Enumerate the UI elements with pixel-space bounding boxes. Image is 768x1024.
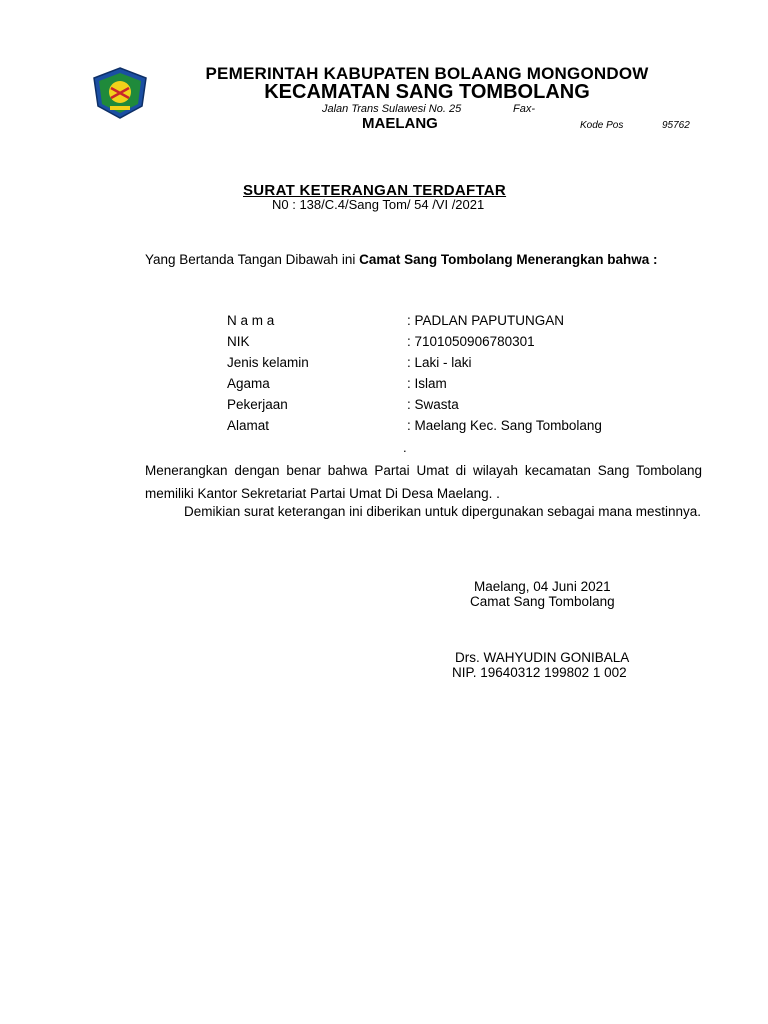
detail-value: : Maelang Kec. Sang Tombolang (407, 418, 602, 433)
detail-value: : Swasta (407, 397, 459, 412)
intro-paragraph (145, 248, 702, 271)
detail-value: : 7101050906780301 (407, 334, 535, 349)
detail-label: Jenis kelamin (227, 355, 309, 370)
signer-role: Camat Sang Tombolang (470, 594, 615, 609)
signer-nip: NIP. 19640312 199802 1 002 (452, 665, 627, 680)
detail-label: N a m a (227, 313, 275, 328)
detail-label: Pekerjaan (227, 397, 288, 412)
fax-label: Fax- (513, 103, 535, 115)
statement-paragraph: Menerangkan dengan benar bahwa Partai Umat di wilayah kecamatan Sang Tombolang memiliki Kantor Sekretariat Partai Umat Di Desa Maelang. . (145, 463, 702, 501)
detail-value: : Laki - laki (407, 355, 472, 370)
government-header: PEMERINTAH KABUPATEN BOLAANG MONGONDOW (205, 64, 649, 83)
intro-text: Yang Bertanda Tangan Dibawah ini (145, 252, 360, 267)
place-date: Maelang, 04 Juni 2021 (474, 579, 611, 594)
signer-name: Drs. WAHYUDIN GONIBALA (455, 650, 630, 665)
intro-bold-text: Camat Sang Tombolang Menerangkan bahwa : (359, 252, 658, 267)
postcode-value: 95762 (662, 120, 690, 131)
detail-label: NIK (227, 334, 250, 349)
address-text: Jalan Trans Sulawesi No. 25 (322, 103, 462, 115)
village-header: MAELANG (362, 115, 438, 132)
postcode-label: Kode Pos (580, 120, 624, 131)
trailing-dot: . (403, 440, 407, 455)
detail-value: : Islam (407, 376, 447, 391)
document-number: N0 : 138/C.4/Sang Tom/ 54 /VI /2021 (272, 197, 485, 212)
detail-value: : PADLAN PAPUTUNGAN (407, 313, 565, 328)
document-title: SURAT KETERANGAN TERDAFTAR (243, 182, 507, 199)
district-header: KECAMATAN SANG TOMBOLANG (264, 81, 590, 103)
closing-paragraph: Demikian surat keterangan ini diberikan untuk dipergunakan sebagai mana mestinnya. (184, 504, 702, 519)
detail-label: Alamat (227, 418, 270, 433)
detail-label: Agama (227, 376, 270, 391)
